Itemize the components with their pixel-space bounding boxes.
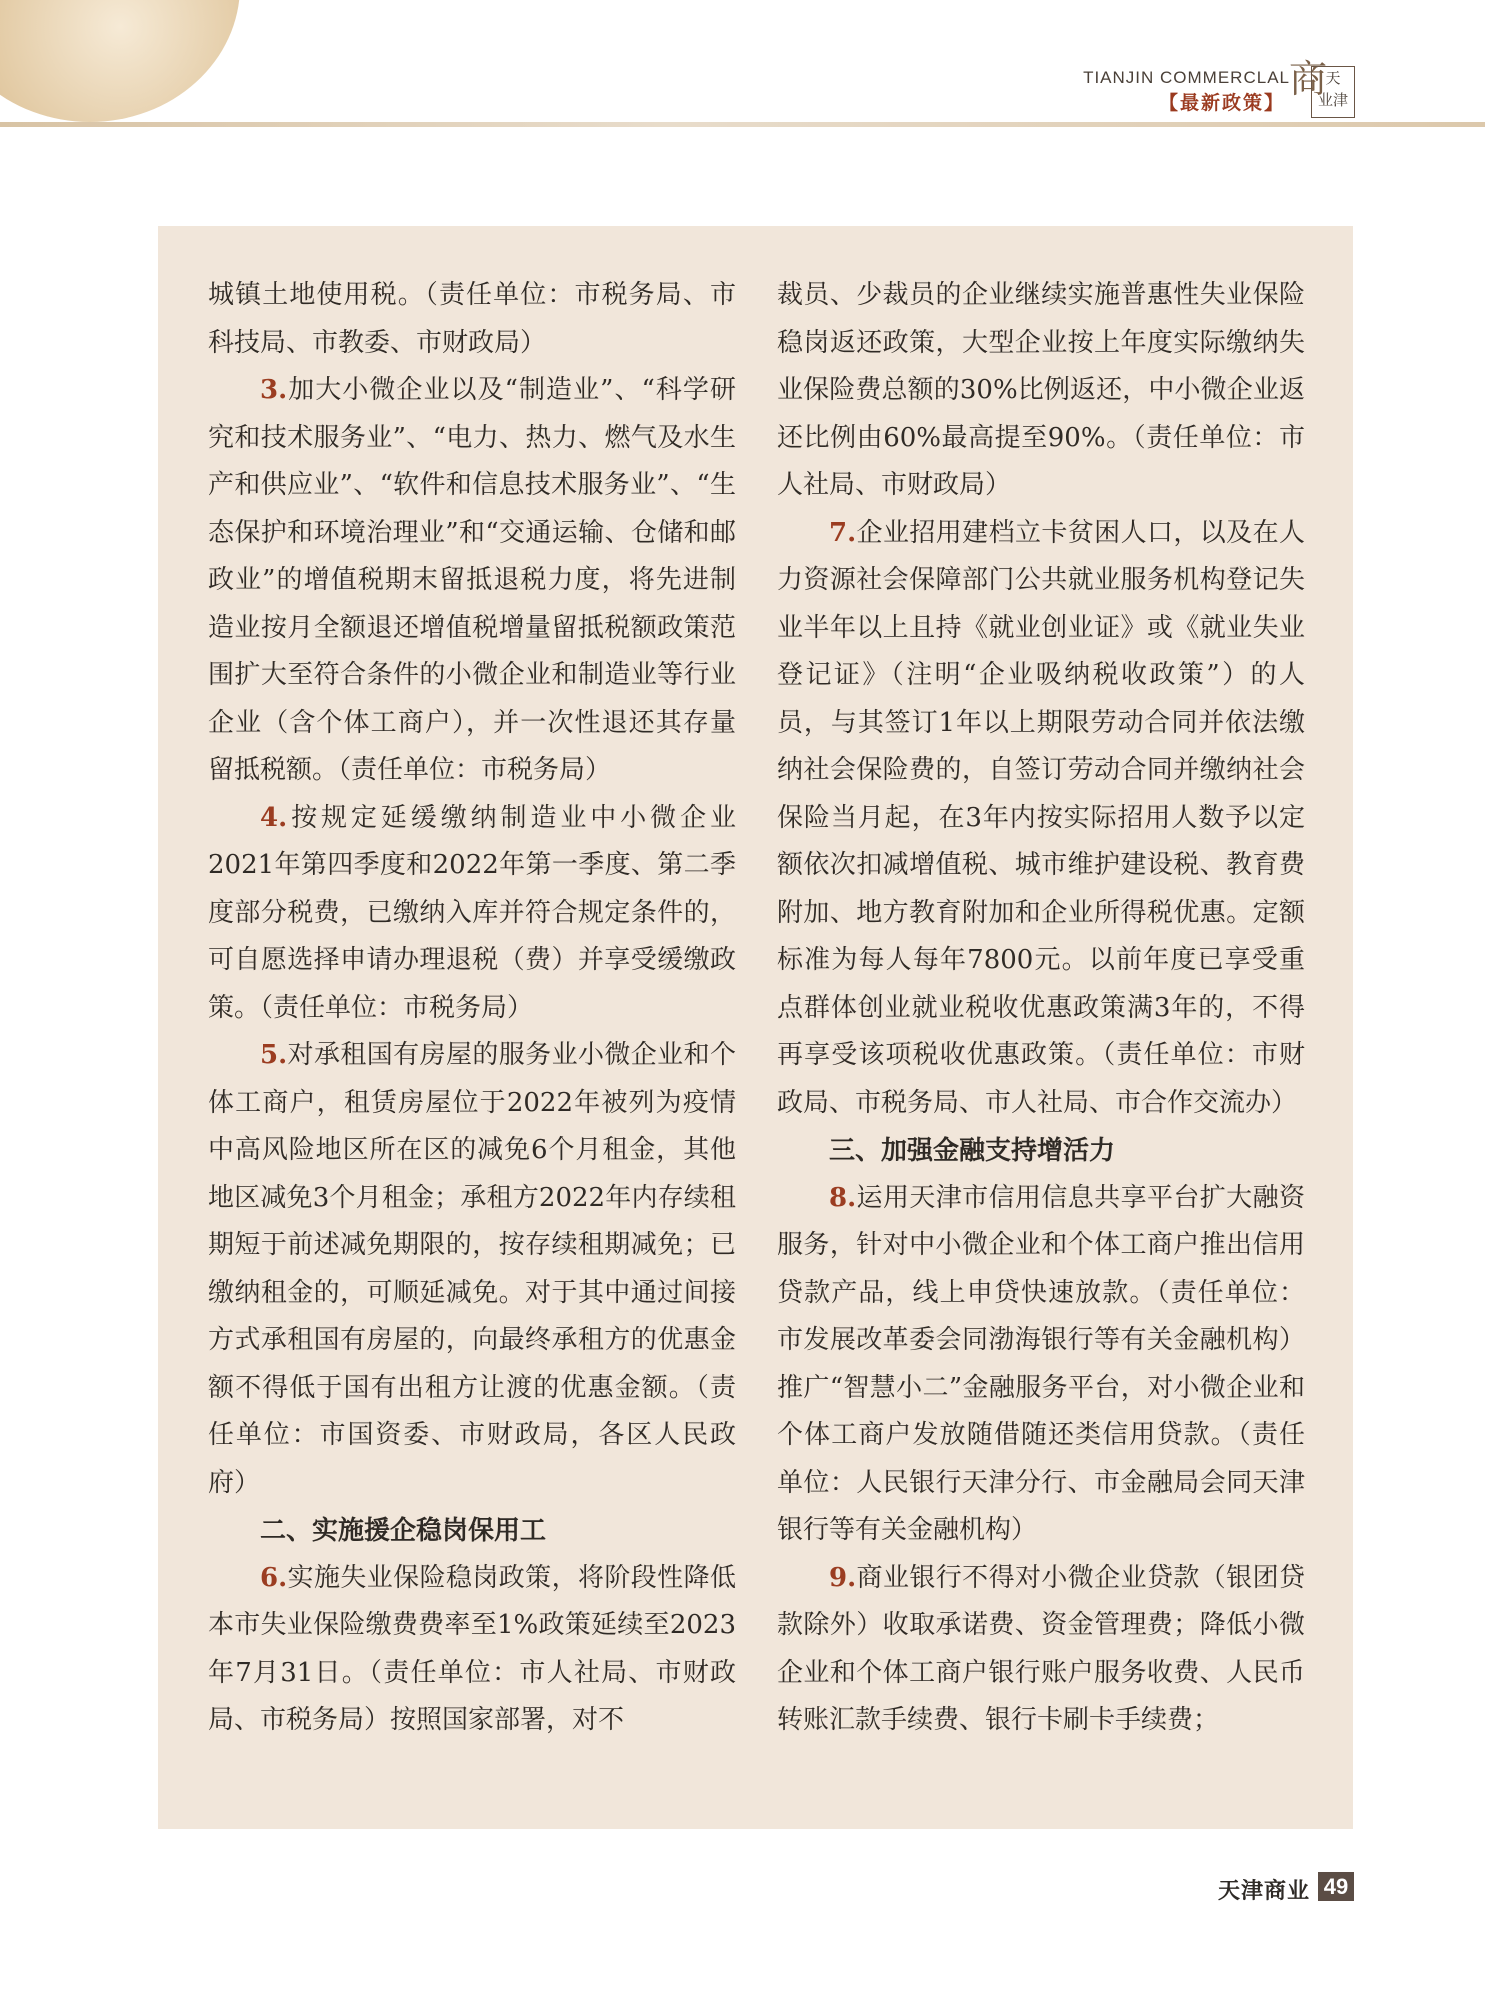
policy-item-7 (777, 510, 1305, 1128)
left-column (208, 272, 736, 1745)
logo-char-bottom: 业津 (1317, 91, 1348, 109)
section-label: 【最新政策】 (1158, 93, 1285, 114)
paragraph: 城镇土地使用税。（责任单位：市税务局、市科技局、市教委、市财政局） (208, 280, 736, 358)
item-text: 对承租国有房屋的服务业小微企业和个体工商户，租赁房屋位于2022年被列为疫情中高风险地区所在区的减免6个月租金，其他地区减免3个月租金；承租方2022年内存续租期短于前述减免期限的，按存续租期减免；已缴纳租金的，可顺延减免。对于其中通过间接方式承租国有房屋的，向最终承租方的优惠金额不得低于国有出租方让渡的优惠金额。（责任单位：市国资委、市财政局，各区人民政府） (208, 1040, 736, 1498)
item-text: 按规定延缓缴纳制造业中小微企业2021年第四季度和2022年第一季度、第二季度部分税费，已缴纳入库并符合规定条件的，可自愿选择申请办理退税（费）并享受缓缴政策。（责任单位：市税务局） (208, 802, 736, 1023)
footer-magazine-title: 天津商业 (1218, 1879, 1311, 1904)
logo-char-top: 天 (1325, 69, 1341, 87)
magazine-logo-char: 商 (1288, 57, 1327, 101)
item-number: 6. (260, 1562, 288, 1593)
paragraph: 裁员、少裁员的企业继续实施普惠性失业保险稳岗返还政策，大型企业按上年度实际缴纳失业保险费总额的30%比例返还，中小微企业返还比例由60%最高提至90%。（责任单位：市人社局、市财政局） (777, 280, 1305, 500)
item-text: 企业招用建档立卡贫困人口，以及在人力资源社会保障部门公共就业服务机构登记失业半年以上且持《就业创业证》或《就业失业登记证》（注明“企业吸纳税收政策”）的人员，与其签订1年以上期限劳动合同并依法缴纳社会保险费的，自签订劳动合同并缴纳社会保险当月起，在3年内按实际招用人数予以定额依次扣减增值税、城市维护建设税、教育费附加、地方教育附加和企业所得税优惠。定额标准为每人每年7800元。以前年度已享受重点群体创业就业税收优惠政策满3年的，不得再享受该项税收优惠政策。（责任单位：市财政局、市税务局、市人社局、市合作交流办） (777, 517, 1305, 1118)
policy-item-4 (208, 795, 736, 1033)
item-text: 实施失业保险稳岗政策，将阶段性降低本市失业保险缴费费率至1%政策延续至2023年7月31日。（责任单位：市人社局、市财政局、市税务局）按照国家部署，对不 (208, 1562, 736, 1735)
item-text: 商业银行不得对小微企业贷款（银团贷款除外）收取承诺费、资金管理费；降低小微企业和个体工商户银行账户服务收费、人民币转账汇款手续费、银行卡刷卡手续费； (777, 1562, 1305, 1735)
section-heading: 二、实施援企稳岗保用工 (260, 1515, 547, 1545)
magazine-logo-box (1311, 66, 1355, 118)
globe-decoration (0, 0, 240, 122)
item-number: 4. (260, 802, 288, 833)
item-number: 5. (260, 1040, 288, 1070)
page-header (0, 0, 1485, 128)
article-panel (158, 226, 1353, 1829)
page-number: 49 (1318, 1872, 1354, 1901)
magazine-english-title: TIANJIN COMMERCLAL (1083, 68, 1290, 87)
item-number: 7. (829, 517, 857, 548)
policy-item-6 (208, 1555, 736, 1745)
policy-item-3 (208, 367, 736, 795)
item-number: 8. (829, 1182, 857, 1213)
item-text: 运用天津市信用信息共享平台扩大融资服务，针对中小微企业和个体工商户推出信用贷款产品，线上申贷快速放款。（责任单位：市发展改革委会同渤海银行等有关金融机构）推广“智慧小二”金融服务平台，对小微企业和个体工商户发放随借随还类信用贷款。（责任单位：人民银行天津分行、市金融局会同天津银行等有关金融机构） (777, 1182, 1305, 1545)
right-column (777, 272, 1305, 1745)
header-divider (0, 122, 1485, 127)
policy-item-9 (777, 1555, 1305, 1745)
policy-item-5 (208, 1032, 736, 1507)
policy-item-8 (777, 1175, 1305, 1555)
item-number: 3. (260, 375, 288, 405)
section-heading: 三、加强金融支持增活力 (829, 1135, 1116, 1165)
item-text: 加大小微企业以及“制造业”、“科学研究和技术服务业”、“电力、热力、燃气及水生产和供应业”、“软件和信息技术服务业”、“生态保护和环境治理业”和“交通运输、仓储和邮政业”的增值税期末留抵退税力度，将先进制造业按月全额退还增值税增量留抵税额政策范围扩大至符合条件的小微企业和制造业等行业企业（含个体工商户），并一次性退还其存量留抵税额。（责任单位：市税务局） (208, 375, 736, 785)
item-number: 9. (829, 1562, 857, 1593)
